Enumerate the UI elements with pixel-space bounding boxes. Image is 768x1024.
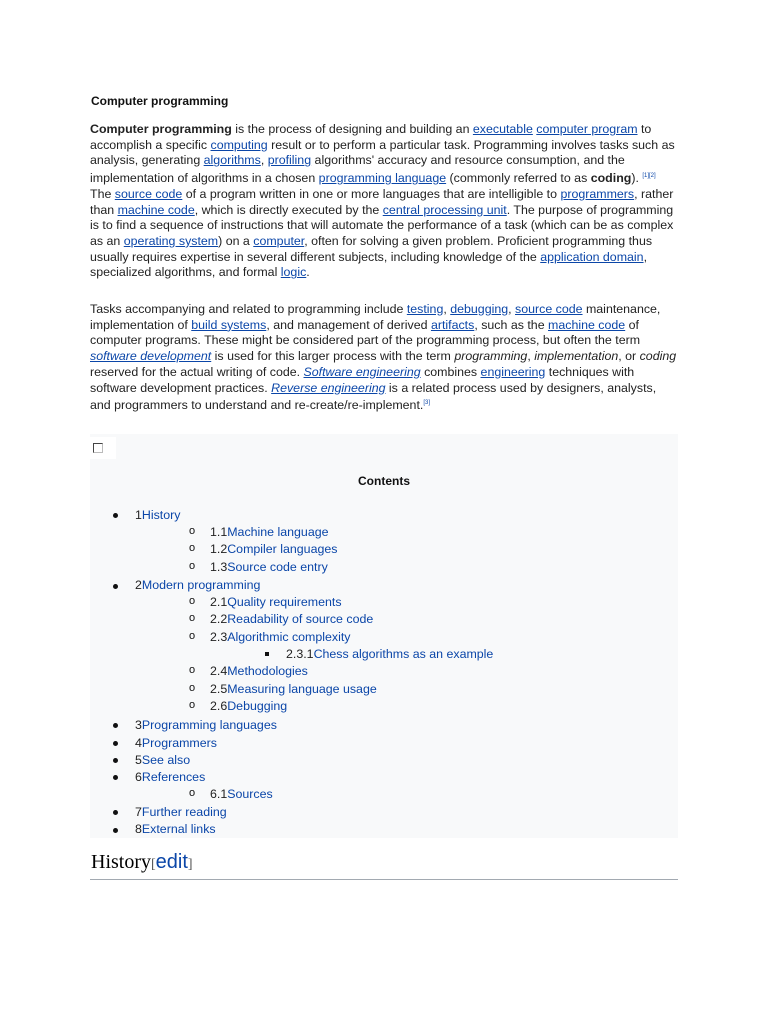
circle-bullet-icon: o [189,595,196,607]
term-implementation: implementation [534,349,619,364]
toc-entry[interactable]: 5See also [135,753,191,767]
link-software-engineering[interactable]: Software engineering [303,364,421,379]
link-computer-program[interactable]: computer program [536,122,638,136]
term-programming: programming [454,349,528,364]
circle-bullet-icon: o [189,664,196,676]
toc-entry[interactable]: 4Programmers [135,736,217,750]
circle-bullet-icon: o [189,560,196,572]
citation-3[interactable]: [3] [423,400,431,407]
bullet-icon [113,758,118,763]
section-heading-history: History[edit] [91,851,193,873]
circle-bullet-icon: o [189,682,196,694]
toc-entry[interactable]: 6.1Sources [210,787,273,801]
circle-bullet-icon: o [189,787,196,799]
toc-entry[interactable]: 2.5Measuring language usage [210,682,377,696]
toc-entry[interactable]: 6References [135,770,206,784]
citation-1-2[interactable]: [1][2] [642,173,656,180]
link-source-code-2[interactable]: source code [515,302,583,316]
toc-entry[interactable]: 3Programming languages [135,718,277,732]
page-title: Computer programming [91,94,229,108]
link-reverse-engineering[interactable]: Reverse engineering [271,380,386,395]
toc-entry[interactable]: 2Modern programming [135,578,261,592]
link-programmers[interactable]: programmers [560,186,635,201]
toc-entry[interactable]: 2.1Quality requirements [210,595,342,609]
link-engineering[interactable]: engineering [480,364,546,379]
bullet-icon [113,723,118,728]
link-logic[interactable]: logic [280,265,307,280]
toc-entry[interactable]: 2.4Methodologies [210,664,308,678]
link-machine-code[interactable]: machine code [117,202,195,217]
circle-bullet-icon: o [189,542,196,554]
link-programming-language[interactable]: programming language [318,171,447,186]
toc-entry[interactable]: 2.3.1Chess algorithms as an example [286,647,494,661]
circle-bullet-icon: o [189,630,196,642]
link-algorithms[interactable]: algorithms [203,153,261,168]
term-coding: coding [639,349,677,364]
toc-toggle-checkbox[interactable] [90,437,116,459]
heading-divider [90,879,678,880]
coding-term: coding [590,171,632,186]
toc-entry[interactable]: 1.1Machine language [210,525,329,539]
intro-paragraph: Computer programming is the process of designing and building an executable computer program to accomplish a specific computing result or to perform a particular task. Programming involves tasks such as analysis, generating algorithms, profiling algorithms' accuracy and resource consumption, and the implementation of algorithms in a chosen programming language (commonly referred to as coding). [1][2] The source code of a program written in one or more languages that are intelligible to programmers, rather than machine code, which is directly executed by the central processing unit. The purpose of programming is to find a sequence of instructions that will automate the performance of a task (which can be as complex as an operating system) on a computer, often for solving a given problem. Proficient programming thus usually requires expertise in several different subjects, including knowledge of the application domain, specialized algorithms, and formal logic. [90,122,675,280]
link-profiling[interactable]: profiling [267,153,312,168]
link-machine-code-2[interactable]: machine code [548,317,626,332]
link-central-processing-unit[interactable]: central processing unit [382,202,507,217]
link-artifacts[interactable]: artifacts [430,317,475,332]
section-title: History [91,851,151,873]
circle-bullet-icon: o [189,612,196,624]
checkbox-icon [93,443,103,453]
toc-title: Contents [358,474,410,488]
link-computer[interactable]: computer [253,233,305,248]
square-bullet-icon [265,652,269,656]
bullet-icon [113,584,118,589]
link-testing[interactable]: testing [406,302,444,316]
bullet-icon [113,810,118,815]
toc-entry[interactable]: 1.2Compiler languages [210,542,338,556]
bullet-icon [113,828,118,833]
link-build-systems[interactable]: build systems [191,317,267,332]
link-software-development[interactable]: software development [90,349,212,364]
link-executable[interactable]: executable [472,122,533,136]
link-debugging[interactable]: debugging [450,302,509,316]
link-source-code[interactable]: source code [114,186,183,201]
tasks-paragraph: Tasks accompanying and related to programming include testing, debugging, source code maintenance, implementation of build systems, and management of derived artifacts, such as the machine code of computer programs. These might be considered part of the programming process, but often the term software development is used for this larger process with the term programming, implementation, or coding reserved for the actual writing of code. Software engineering combines engineering techniques with software development practices. Reverse engineering is a related process used by designers, analysts, and programmers to understand and re-create/re-implement.[3] [90,302,677,413]
toc-entry[interactable]: 2.2Readability of source code [210,612,374,626]
circle-bullet-icon: o [189,699,196,711]
toc-entry[interactable]: 1History [135,508,181,522]
link-application-domain[interactable]: application domain [540,249,644,264]
toc-entry[interactable]: 7Further reading [135,805,227,819]
edit-link[interactable]: edit [155,851,188,873]
toc-entry[interactable]: 2.6Debugging [210,699,288,713]
toc-entry[interactable]: 8External links [135,822,216,836]
toc-entry[interactable]: 2.3Algorithmic complexity [210,630,351,644]
circle-bullet-icon: o [189,525,196,537]
link-computing[interactable]: computing [210,137,268,152]
bullet-icon [113,775,118,780]
toc-entry[interactable]: 1.3Source code entry [210,560,328,574]
link-operating-system[interactable]: operating system [123,233,219,248]
lead-term: Computer programming [90,122,232,136]
bullet-icon [113,513,118,518]
bullet-icon [113,741,118,746]
